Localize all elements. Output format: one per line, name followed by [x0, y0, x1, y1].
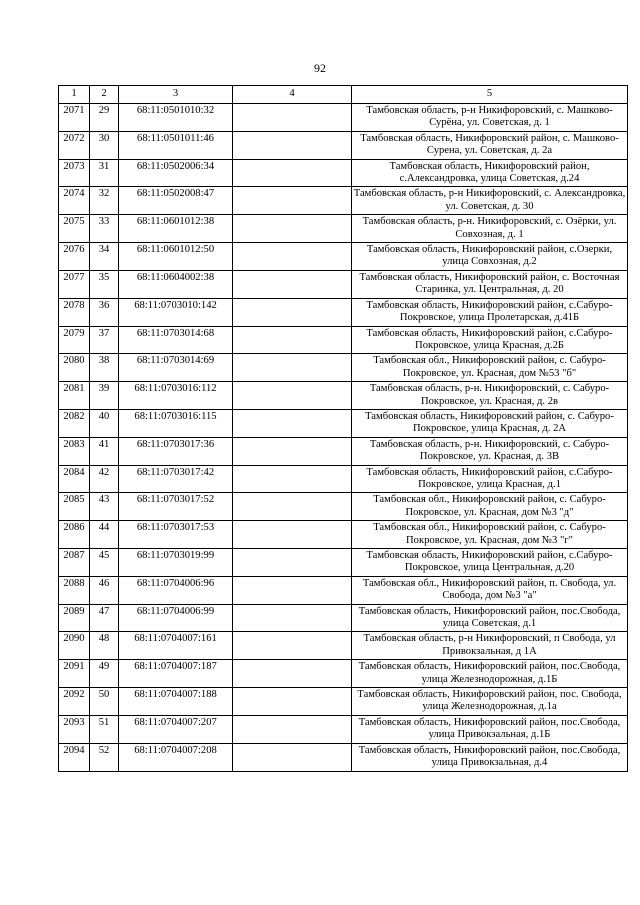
table-row	[59, 437, 628, 465]
address-cell: Тамбовская обл., Никифоровский район, с. Сабуро-Покровское, ул. Красная, дом №3 "г"	[352, 521, 628, 549]
row-number-cell: 2088	[59, 576, 90, 604]
address-cell: Тамбовская область, р-н. Никифоровский, с. Сабуро-Покровское, ул. Красная, д. 2в	[352, 382, 628, 410]
cadastral-number-cell: 68:11:0502006:34	[119, 159, 233, 187]
row-number-cell: 2077	[59, 270, 90, 298]
table-row	[59, 215, 628, 243]
row-number-cell: 2086	[59, 521, 90, 549]
address-cell: Тамбовская область, Никифоровский район, с.Сабуро-Покровское, улица Центральная, д.20	[352, 549, 628, 577]
table-row	[59, 715, 628, 743]
item-number-cell: 37	[90, 326, 119, 354]
row-number-cell: 2084	[59, 465, 90, 493]
item-number-cell: 45	[90, 549, 119, 577]
empty-cell	[233, 131, 352, 159]
address-cell: Тамбовская область, Никифоровский район, пос.Свобода, улица Привокзальная, д.4	[352, 743, 628, 771]
empty-cell	[233, 715, 352, 743]
item-number-cell: 33	[90, 215, 119, 243]
row-number-cell: 2090	[59, 632, 90, 660]
cadastral-number-cell: 68:11:0703017:36	[119, 437, 233, 465]
address-cell: Тамбовская область, р-н Никифоровский, с. Машково-Сурёна, ул. Советская, д. 1	[352, 104, 628, 132]
cadastral-number-cell: 68:11:0703017:42	[119, 465, 233, 493]
cadastral-number-cell: 68:11:0703017:53	[119, 521, 233, 549]
item-number-cell: 35	[90, 270, 119, 298]
empty-cell	[233, 382, 352, 410]
row-number-cell: 2080	[59, 354, 90, 382]
item-number-cell: 39	[90, 382, 119, 410]
item-number-cell: 49	[90, 660, 119, 688]
address-cell: Тамбовская область, Никифоровский район, с.Сабуро-Покровское, улица Красная, д.1	[352, 465, 628, 493]
table-row	[59, 159, 628, 187]
row-number-cell: 2085	[59, 493, 90, 521]
table-row	[59, 743, 628, 771]
item-number-cell: 51	[90, 715, 119, 743]
row-number-cell: 2075	[59, 215, 90, 243]
header-row	[59, 86, 628, 104]
header-col-1: 1	[59, 86, 90, 104]
table-row	[59, 131, 628, 159]
address-cell: Тамбовская область, Никифоровский район, пос.Свобода, улица Советская, д.1	[352, 604, 628, 632]
table-row	[59, 604, 628, 632]
empty-cell	[233, 743, 352, 771]
table-row	[59, 493, 628, 521]
empty-cell	[233, 243, 352, 271]
item-number-cell: 48	[90, 632, 119, 660]
address-cell: Тамбовская обл., Никифоровский район, с. Сабуро-Покровское, ул. Красная, дом №53 "б"	[352, 354, 628, 382]
empty-cell	[233, 632, 352, 660]
empty-cell	[233, 521, 352, 549]
row-number-cell: 2079	[59, 326, 90, 354]
cadastral-number-cell: 68:11:0703017:52	[119, 493, 233, 521]
table-row	[59, 576, 628, 604]
table-row	[59, 243, 628, 271]
cadastral-number-cell: 68:11:0704006:96	[119, 576, 233, 604]
item-number-cell: 29	[90, 104, 119, 132]
row-number-cell: 2076	[59, 243, 90, 271]
cadastral-number-cell: 68:11:0704007:187	[119, 660, 233, 688]
table-row	[59, 354, 628, 382]
row-number-cell: 2073	[59, 159, 90, 187]
cadastral-number-cell: 68:11:0704007:208	[119, 743, 233, 771]
item-number-cell: 50	[90, 688, 119, 716]
empty-cell	[233, 326, 352, 354]
table-row	[59, 409, 628, 437]
cadastral-number-cell: 68:11:0704007:188	[119, 688, 233, 716]
cadastral-number-cell: 68:11:0703010:142	[119, 298, 233, 326]
registry-table	[58, 85, 628, 772]
header-col-3: 3	[119, 86, 233, 104]
cadastral-number-cell: 68:11:0704006:99	[119, 604, 233, 632]
header-col-2: 2	[90, 86, 119, 104]
empty-cell	[233, 187, 352, 215]
cadastral-number-cell: 68:11:0703016:112	[119, 382, 233, 410]
address-cell: Тамбовская область, Никифоровский район, пос.Свобода, улица Привокзальная, д.1Б	[352, 715, 628, 743]
address-cell: Тамбовская область, Никифоровский район, с.Сабуро-Покровское, улица Пролетарская, д.41Б	[352, 298, 628, 326]
address-cell: Тамбовская область, Никифоровский район, с.Сабуро-Покровское, улица Красная, д.2Б	[352, 326, 628, 354]
empty-cell	[233, 354, 352, 382]
table-row	[59, 104, 628, 132]
table-row	[59, 382, 628, 410]
table-row	[59, 521, 628, 549]
address-cell: Тамбовская область, Никифоровский район, с. Машково-Сурена, ул. Советская, д. 2а	[352, 131, 628, 159]
table-row	[59, 465, 628, 493]
empty-cell	[233, 604, 352, 632]
header-col-5: 5	[352, 86, 628, 104]
item-number-cell: 43	[90, 493, 119, 521]
address-cell: Тамбовская область, Никифоровский район, пос.Свобода, улица Железнодорожная, д.1Б	[352, 660, 628, 688]
cadastral-number-cell: 68:11:0704007:161	[119, 632, 233, 660]
table-row	[59, 270, 628, 298]
cadastral-number-cell: 68:11:0703019:99	[119, 549, 233, 577]
address-cell: Тамбовская область, р-н Никифоровский, с. Александровка, ул. Советская, д. 30	[352, 187, 628, 215]
item-number-cell: 41	[90, 437, 119, 465]
table-row	[59, 660, 628, 688]
cadastral-number-cell: 68:11:0501010:32	[119, 104, 233, 132]
row-number-cell: 2093	[59, 715, 90, 743]
cadastral-number-cell: 68:11:0604002:38	[119, 270, 233, 298]
row-number-cell: 2087	[59, 549, 90, 577]
empty-cell	[233, 576, 352, 604]
cadastral-number-cell: 68:11:0601012:38	[119, 215, 233, 243]
address-cell: Тамбовская область, Никифоровский район, с. Сабуро-Покровское, улица Красная, д. 2А	[352, 409, 628, 437]
empty-cell	[233, 660, 352, 688]
table-row	[59, 549, 628, 577]
item-number-cell: 40	[90, 409, 119, 437]
row-number-cell: 2089	[59, 604, 90, 632]
empty-cell	[233, 493, 352, 521]
row-number-cell: 2078	[59, 298, 90, 326]
address-cell: Тамбовская область, Никифоровский район, пос. Свобода, улица Железнодорожная, д.1а	[352, 688, 628, 716]
table-body	[59, 104, 628, 772]
address-cell: Тамбовская обл., Никифоровский район, с. Сабуро-Покровское, ул. Красная, дом №3 "д"	[352, 493, 628, 521]
cadastral-number-cell: 68:11:0703016:115	[119, 409, 233, 437]
table-row	[59, 632, 628, 660]
item-number-cell: 36	[90, 298, 119, 326]
table-row	[59, 688, 628, 716]
item-number-cell: 52	[90, 743, 119, 771]
cadastral-number-cell: 68:11:0704007:207	[119, 715, 233, 743]
row-number-cell: 2091	[59, 660, 90, 688]
address-cell: Тамбовская обл., Никифоровский район, п. Свобода, ул. Свобода, дом №3 "а"	[352, 576, 628, 604]
table-header	[59, 86, 628, 104]
empty-cell	[233, 437, 352, 465]
row-number-cell: 2092	[59, 688, 90, 716]
address-cell: Тамбовская область, Никифоровский район, с.Озерки, улица Совхозная, д.2	[352, 243, 628, 271]
table-row	[59, 326, 628, 354]
page-number: 92	[314, 61, 326, 75]
address-cell: Тамбовская область, Никифоровский район, с.Александровка, улица Советская, д.24	[352, 159, 628, 187]
empty-cell	[233, 409, 352, 437]
item-number-cell: 47	[90, 604, 119, 632]
item-number-cell: 38	[90, 354, 119, 382]
item-number-cell: 32	[90, 187, 119, 215]
empty-cell	[233, 159, 352, 187]
address-cell: Тамбовская область, Никифоровский район, с. Восточная Старинка, ул. Центральная, д. 20	[352, 270, 628, 298]
item-number-cell: 44	[90, 521, 119, 549]
header-col-4: 4	[233, 86, 352, 104]
empty-cell	[233, 465, 352, 493]
row-number-cell: 2074	[59, 187, 90, 215]
cadastral-number-cell: 68:11:0703014:69	[119, 354, 233, 382]
table-row	[59, 187, 628, 215]
row-number-cell: 2094	[59, 743, 90, 771]
empty-cell	[233, 298, 352, 326]
item-number-cell: 42	[90, 465, 119, 493]
item-number-cell: 31	[90, 159, 119, 187]
row-number-cell: 2072	[59, 131, 90, 159]
address-cell: Тамбовская область, р-н. Никифоровский, с. Сабуро-Покровское, ул. Красная, д. 3В	[352, 437, 628, 465]
cadastral-number-cell: 68:11:0502008:47	[119, 187, 233, 215]
row-number-cell: 2071	[59, 104, 90, 132]
item-number-cell: 46	[90, 576, 119, 604]
item-number-cell: 34	[90, 243, 119, 271]
item-number-cell: 30	[90, 131, 119, 159]
row-number-cell: 2081	[59, 382, 90, 410]
row-number-cell: 2082	[59, 409, 90, 437]
table-row	[59, 298, 628, 326]
cadastral-number-cell: 68:11:0703014:68	[119, 326, 233, 354]
address-cell: Тамбовская область, р-н Никифоровский, п Свобода, ул Привокзальная, д 1А	[352, 632, 628, 660]
cadastral-number-cell: 68:11:0501011:46	[119, 131, 233, 159]
empty-cell	[233, 104, 352, 132]
empty-cell	[233, 270, 352, 298]
empty-cell	[233, 688, 352, 716]
empty-cell	[233, 215, 352, 243]
empty-cell	[233, 549, 352, 577]
cadastral-number-cell: 68:11:0601012:50	[119, 243, 233, 271]
row-number-cell: 2083	[59, 437, 90, 465]
address-cell: Тамбовская область, р-н. Никифоровский, с. Озёрки, ул. Совхозная, д. 1	[352, 215, 628, 243]
